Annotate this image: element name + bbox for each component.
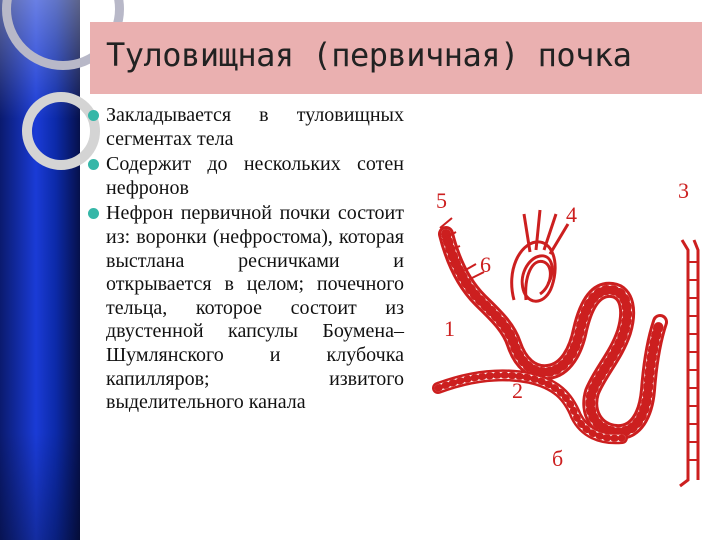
diagram-label-6: 6 [480,252,491,277]
bullet-item [86,153,404,200]
wolffian-duct [680,240,698,486]
diagram-label-6b: б [552,446,564,471]
bullet-text: Нефрон первичной почки состоит из: воронки (нефростома), которая выстлана ресничками и открывается в целом; почечного тельца, которое состоит из двустенной капсулы Боумена–Шумлянского и клубочка капилляров; извитого выделительного канала [106,202,404,414]
bullet-icon [88,159,99,170]
diagram-label-5: 5 [436,188,447,213]
bullet-text: Закладывается в туловищных сегментах тела [106,104,404,150]
bullet-list [86,104,404,417]
bullet-icon [88,208,99,219]
diagram-label-4: 4 [566,202,577,227]
diagram-label-2: 2 [512,378,523,403]
bullet-text: Содержит до нескольких сотен нефронов [106,153,404,199]
bullet-item [86,104,404,151]
nephron-diagram [420,170,712,500]
diagram-label-1: 1 [444,316,455,341]
coiled-duct [446,234,660,432]
bullet-icon [88,110,99,121]
slide-title: Туловищная (первичная) почка [106,36,632,74]
decorative-side-band [0,0,80,540]
band-sheen [0,0,80,540]
glomerulus-coil [512,210,568,301]
diagram-label-3: 3 [678,178,689,203]
bullet-item [86,202,404,414]
